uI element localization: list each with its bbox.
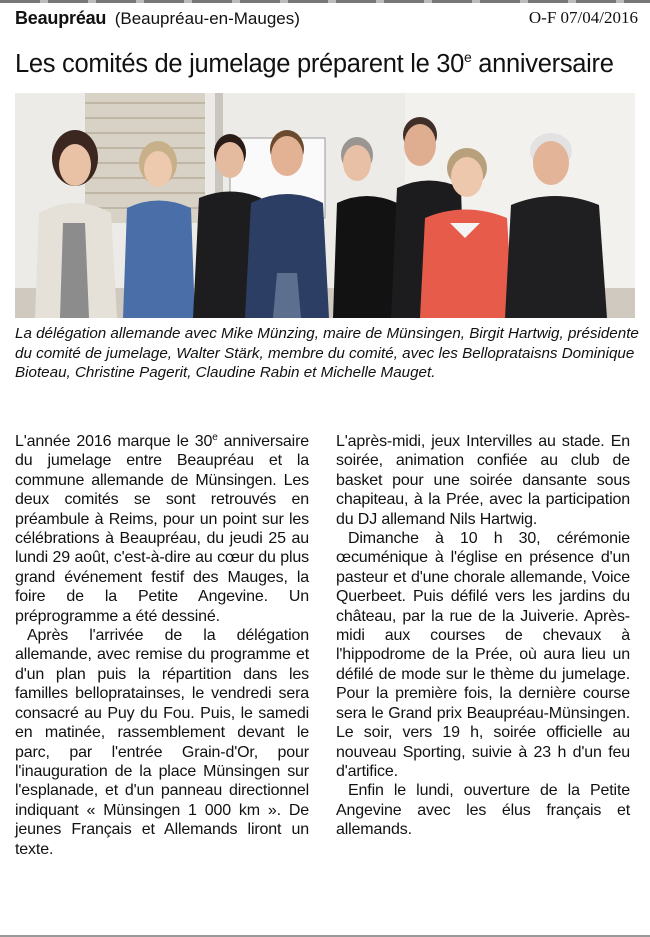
article-header	[15, 8, 638, 32]
paragraph: Dimanche à 10 h 30, cérémonie œcuménique à l'église en présence d'un pasteur et d'une chorale allemande, Voice Querbeet. Puis défilé vers les jardins du château, par la rue de la Juiverie. Après-midi aux courses de chevaux à l'hippodrome de la Prée, où aura lieu un défilé de mode sur le thème du jumelage. Pour la première fois, la dernière course sera le Grand prix Beaupréau-Münsingen. Le soir, vers 19 h, soirée officielle au nouveau Sporting, suivie à 23 h d'un feu d'artifice.	[336, 530, 630, 780]
headline-text: Les comités de jumelage préparent le 30	[15, 50, 464, 78]
town-name: Beaupréau	[15, 8, 107, 28]
photo-caption: La délégation allemande avec Mike Münzing, maire de Münsingen, Birgit Hartwig, présidente du comité de jumelage, Walter Stärk, membre du comité, avec les Belloprataisns Dominique Bioteau, Christine Pagerit, Claudine Rabin et Michelle Mauget.	[15, 325, 639, 381]
group-photo	[15, 93, 635, 318]
paragraph: Après l'arrivée de la délégation allemande, avec remise du programme et d'un plan puis la répartition dans les familles bellopratainses, le vendredi sera consacré au Puy du Fou. Puis, le samedi en matinée, rassemblement devant le parc, par l'entrée Grain-d'Or, pour l'inauguration de la place Münsingen sur l'esplanade, et d'un panneau directionnel indiquant « Münsingen 1 000 km ». De jeunes Français et Allemands liront un texte.	[15, 627, 309, 858]
article-column-right	[336, 432, 630, 840]
ordinal-superscript: e	[212, 432, 218, 443]
paragraph	[15, 432, 309, 626]
article-column-left	[15, 432, 309, 859]
group-photo-icon	[15, 93, 635, 318]
paragraph-text: L'année 2016 marque le 30	[15, 433, 213, 450]
town-subtitle: (Beaupréau-en-Mauges)	[114, 9, 300, 28]
paragraph-text-continued: anniversaire du jumelage entre Beaupréau et la commune allemande de Münsingen. Les deux comités se sont retrouvés en préambule à Reims, pour un point sur les célébrations à Beaupréau, du jeudi 25 au lundi 29 août, c'est-à-dire au cœur du plus grand événement festif des Mauges, la foire de la Petite Angevine. Un préprogramme a été dessiné.	[15, 433, 309, 625]
source-date: O-F 07/04/2016	[528, 8, 638, 27]
top-rule	[0, 0, 650, 3]
headline-text-end: anniversaire	[471, 50, 614, 78]
headline	[15, 48, 640, 80]
paragraph: L'après-midi, jeux Intervilles au stade. En soirée, animation confiée au club de basket pour une soirée dansante sous chapiteau, à la Prée, avec la participation du DJ allemand Nils Hartwig.	[336, 433, 630, 528]
headline-superscript: e	[464, 49, 472, 65]
paragraph: Enfin le lundi, ouverture de la Petite Angevine avec les élus français et allemands.	[336, 782, 630, 839]
